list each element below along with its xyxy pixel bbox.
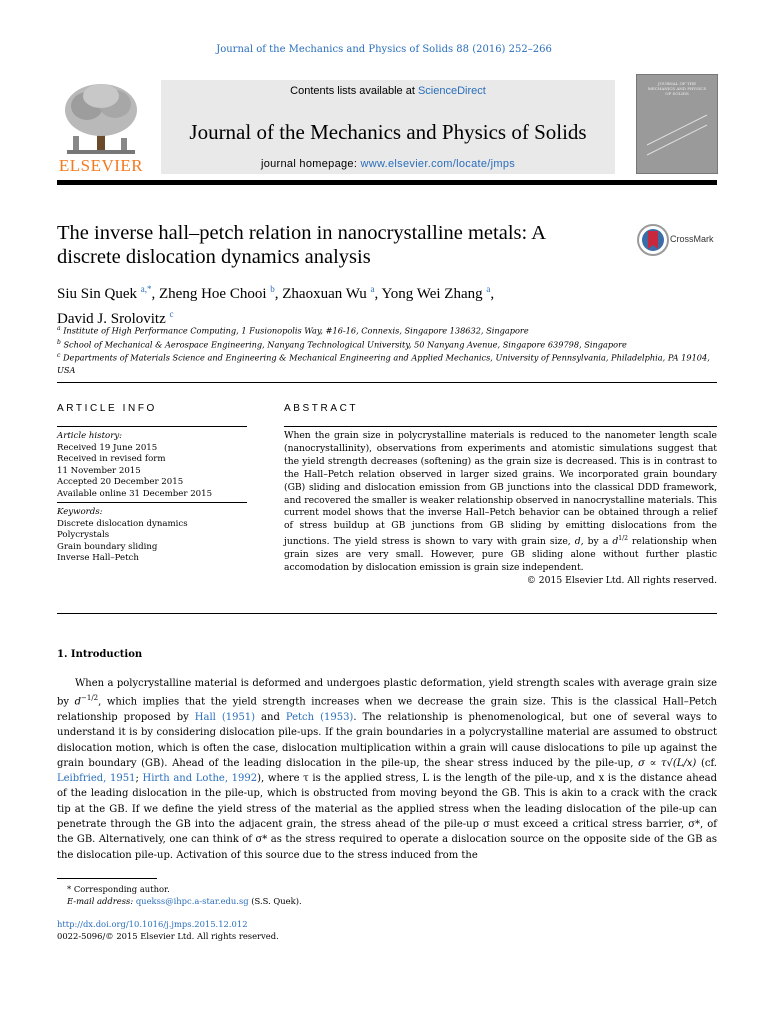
section-heading: 1. Introduction — [57, 649, 143, 660]
body-text: . The relationship is phenomenological, but one of several ways to understand it is by considering dislocation pile-ups. If the grain boundaries in a polycrystalline material are assumed to obstruct dislocation motion, which is often the case, dislocation multiplication within a grain will cause dislocations to pile up against the grain boundary (GB). Ahead of the leading dislocation in the pile-up, the shear stress induced by the pile-up, — [57, 711, 718, 769]
keyword-item: Grain boundary sliding — [57, 541, 158, 552]
abstract-copyright: © 2015 Elsevier Ltd. All rights reserved. — [526, 575, 717, 586]
affiliation-item — [57, 323, 717, 337]
crossmark-badge[interactable] — [637, 224, 727, 256]
author-separator: , — [490, 286, 495, 302]
contents-line — [161, 85, 615, 97]
affiliation-text: Institute of High Performance Computing, 1 Fusionopolis Way, #16-16, Connexis, Singapore 138632, Singapore — [63, 325, 529, 336]
author-separator: , — [151, 286, 160, 302]
article-info-rule — [57, 426, 247, 427]
affiliation-text: Departments of Materials Science and Engineering & Mechanical Engineering and Applied Mechanics, University of Pennsylvania, Philadelphia, PA 19104, USA — [57, 353, 710, 376]
affiliations — [57, 323, 717, 376]
sciencedirect-link[interactable]: ScienceDirect — [417, 85, 486, 97]
keywords-header: Keywords: — [57, 507, 103, 517]
reference-link[interactable]: Hall (1951) — [194, 711, 256, 723]
author-separator: , — [374, 286, 382, 302]
journal-name: Journal of the Mechanics and Physics of Solids — [189, 120, 587, 144]
doi-link[interactable]: http://dx.doi.org/10.1016/j.jmps.2015.12.012 — [57, 919, 248, 929]
author-name: David J. Srolovitz — [57, 311, 166, 327]
history-item: Accepted 20 December 2015 — [57, 477, 184, 487]
affiliation-marker: a — [57, 325, 61, 332]
reference-link[interactable]: Leibfried, 1951 — [57, 773, 136, 785]
abstract-exponent: 1/2 — [618, 535, 628, 543]
author-name: Zheng Hoe Chooi — [159, 286, 267, 302]
article-history — [57, 431, 247, 500]
author[interactable] — [282, 286, 381, 302]
homepage-prefix: journal homepage: — [260, 158, 361, 170]
keyword-item: Discrete dislocation dynamics — [57, 518, 188, 529]
affiliation-item — [57, 337, 717, 351]
contents-prefix: Contents lists available at — [290, 85, 418, 97]
history-item: Received in revised form — [57, 454, 166, 464]
email-suffix: (S.S. Quek). — [248, 896, 302, 906]
author-name: Siu Sin Quek — [57, 286, 138, 302]
author-list — [57, 279, 657, 329]
reference-link[interactable]: Petch (1953) — [285, 711, 354, 723]
keyword-item: Inverse Hall–Petch — [57, 553, 139, 563]
author-name: Yong Wei Zhang — [381, 286, 483, 302]
keyword-item: Polycrystals — [57, 530, 110, 540]
author[interactable] — [159, 286, 282, 302]
abstract-variable: d — [574, 536, 581, 548]
author-affil-marker[interactable]: b — [270, 284, 275, 294]
crossmark-label: CrossMark — [670, 234, 714, 244]
email-line — [57, 895, 717, 907]
abstract-variable: d — [612, 536, 619, 548]
abstract-label: ABSTRACT — [284, 403, 359, 414]
footnotes — [57, 883, 717, 907]
history-item: 11 November 2015 — [57, 465, 141, 476]
cover-title: JOURNAL OF THE MECHANICS AND PHYSICS OF SOLIDS — [647, 81, 707, 96]
author-affil-marker[interactable]: a,* — [140, 284, 152, 294]
email-link[interactable]: quekss@ihpc.a-star.edu.sg — [135, 896, 249, 906]
body-exponent: −1/2 — [81, 694, 99, 703]
abstract-rule — [284, 426, 717, 427]
author-separator: , — [274, 286, 283, 302]
author[interactable] — [381, 286, 494, 302]
body-text: , which implies that the yield strength increases when we decrease the grain size. This is the classical Hall–Petch relationship proposed by — [57, 696, 717, 723]
introduction-paragraph — [57, 676, 717, 863]
history-rule — [57, 502, 247, 503]
history-item: Available online 31 December 2015 — [57, 488, 213, 499]
abstract-bottom-divider — [57, 613, 717, 614]
body-text: When a polycrystalline material is deformed and undergoes plastic deformation, yield strength scales with average grain size by — [57, 678, 717, 708]
body-text: and — [255, 711, 286, 723]
affiliation-marker: c — [57, 352, 61, 360]
body-text: ), where τ is the applied stress, L is the length of the pile-up, and x is the distance ahead of the leading dislocation in the pile-up, which is obstructed from moving beyond the GB. This is akin to a crack with the crack tip at the GB. If we define the yield stress of the material as the applied stress when the leading dislocation of the pile-up can penetrate through the GB into the adjacent grain, the stress ahead of the pile-up σ must exceed a critical stress barrier, σ*, of the GB. Alternatively, one can think of σ* as the stress required to operate a dislocation source on the opposite side of the GB as the dislocation pile-up. Activation of this source due to the stress induced from the — [57, 773, 717, 861]
masthead-rule — [57, 180, 717, 185]
author-affil-marker[interactable]: a — [486, 284, 491, 294]
issn-line: 0022-5096/© 2015 Elsevier Ltd. All rights reserved. — [57, 931, 279, 941]
affiliation-marker: b — [57, 338, 61, 346]
footnote-rule — [57, 878, 157, 879]
body-variable: d — [74, 696, 81, 708]
abstract-text-part: When the grain size in polycrystalline materials is reduced to the nanometer length scale (nanocrystallinity), observations from experiments and atomistic simulations suggest that the yield strength decreases (softening) as the grain size is decreased. This is in contrast to the Hall–Petch relation observed in larger sized grains. We incorporated grain boundary (GB) sliding and dislocation emission from GB junctions into the classical DDD framework, and recovered the smaller is weaker relationship observed in nanocrystalline materials. This current model shows that the inverse Hall–Petch behavior can be obtained through a relief of stress buildup at GB junctions from GB sliding by emitting dislocations from the junctions. The yield stress is shown to vary with grain size, — [284, 430, 717, 548]
abstract-text-part: relationship when grain sizes are very small. However, pure GB sliding alone without further plastic accomodation by dislocation emission is grain size independent. — [284, 536, 717, 574]
journal-homepage-link[interactable]: www.elsevier.com/locate/jmps — [360, 158, 516, 170]
author-affil-marker[interactable]: c — [169, 309, 174, 319]
abstract-text-part: , by a — [580, 536, 613, 548]
reference-link[interactable]: Hirth and Lothe, 1992 — [142, 773, 258, 785]
history-header: Article history: — [57, 431, 123, 441]
keywords-block — [57, 507, 247, 565]
journal-banner — [161, 80, 615, 174]
email-label: E-mail address: — [67, 896, 136, 906]
journal-cover-thumbnail[interactable] — [636, 74, 718, 174]
crossmark-icon — [637, 224, 669, 256]
body-text: ; — [135, 773, 143, 785]
affiliation-item — [57, 350, 717, 376]
article-info-label: ARTICLE INFO — [57, 403, 157, 414]
inline-formula: σ ∝ τ√(L/x) — [638, 757, 697, 769]
affiliation-text: School of Mechanical & Aerospace Engineering, Nanyang Technological University, 50 Nanyang Avenue, Singapore 639798, Singapore — [63, 339, 627, 350]
author-name: Zhaoxuan Wu — [282, 286, 367, 302]
corresponding-author-note: * Corresponding author. — [67, 884, 170, 894]
running-head[interactable]: Journal of the Mechanics and Physics of Solids 88 (2016) 252–266 — [216, 44, 552, 55]
abstract-text — [284, 430, 717, 575]
doi-block — [57, 918, 279, 942]
author[interactable] — [57, 286, 159, 302]
article-title: The inverse hall–petch relation in nanocrystalline metals: A discrete dislocation dynamics analysis — [57, 222, 545, 268]
introduction-body — [57, 676, 717, 863]
author-affil-marker[interactable]: a — [370, 284, 375, 294]
homepage-line — [161, 158, 615, 170]
body-text: (cf. — [696, 757, 717, 769]
history-item: Received 19 June 2015 — [57, 442, 158, 453]
header-divider — [57, 382, 717, 383]
publisher-wordmark: ELSEVIER — [58, 156, 144, 175]
masthead — [57, 74, 717, 178]
